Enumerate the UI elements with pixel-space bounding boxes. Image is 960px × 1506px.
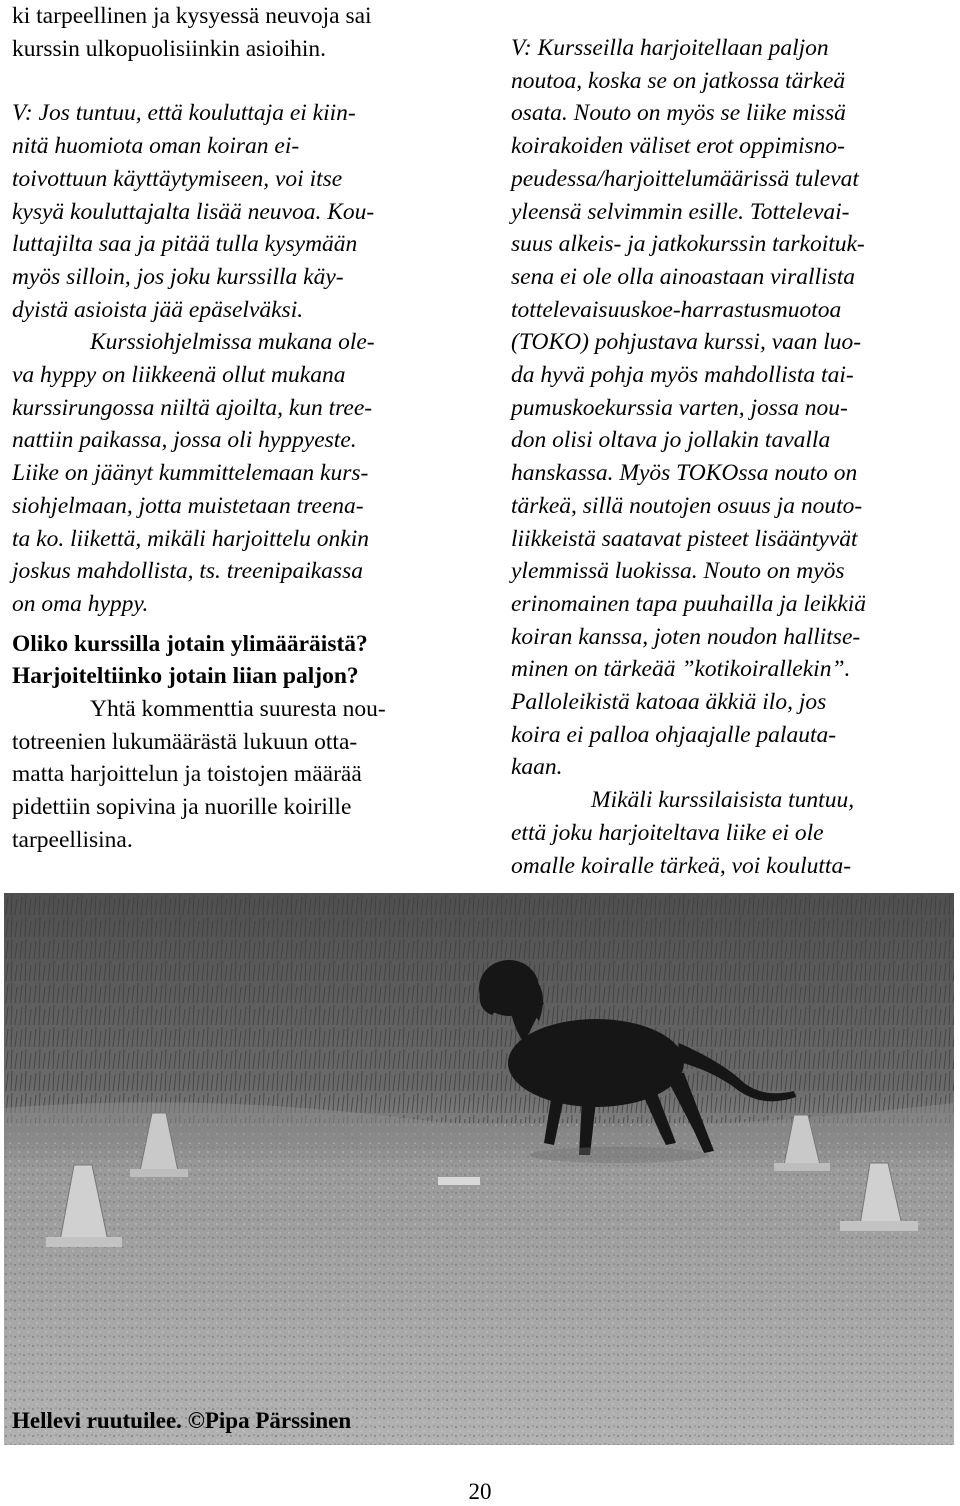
- text-line: matta harjoittelun ja toistojen määrää: [12, 761, 362, 788]
- text-line: da hyvä pohja myös mahdollista tai-: [511, 362, 854, 389]
- text-line: koira ei palloa ohjaajalle palauta-: [511, 721, 837, 748]
- text-line: (TOKO) pohjustava kurssi, vaan luo-: [511, 329, 862, 356]
- text-line: va hyppy on liikkeenä ollut mukana: [12, 362, 346, 389]
- text-line: tottelevaisuuskoe-harrastusmuotoa: [511, 296, 842, 323]
- text-line: tarpeellisina.: [12, 826, 133, 853]
- dog-photo-illustration: [4, 893, 954, 1445]
- answer-paragraph-2: [12, 326, 448, 620]
- text-line: erinomainen tapa puuhailla ja leikkiä: [511, 590, 867, 617]
- text-line: V: Jos tuntuu, että kouluttaja ei kiin-: [12, 100, 356, 127]
- text-line: totreenien lukumäärästä lukuun otta-: [12, 728, 358, 755]
- text-line: ki tarpeellinen ja kysyessä neuvoja sai: [12, 3, 372, 29]
- text-line: kaan.: [511, 754, 563, 781]
- text-line: noutoa, koska se on jatkossa tärkeä: [511, 67, 846, 94]
- text-line: tärkeä, sillä noutojen osuus ja nouto-: [511, 492, 863, 519]
- text-line: dyistä asioista jää epäselväksi.: [12, 296, 304, 323]
- question-line: Harjoiteltiinko jotain liian paljon?: [12, 663, 359, 690]
- text-line: ylemmissä luokissa. Nouto on myös: [511, 558, 845, 585]
- text-line: hanskassa. Myös TOKOssa nouto on: [511, 460, 858, 487]
- left-column: [12, 0, 448, 857]
- text-line: don olisi oltava jo jollakin tavalla: [511, 427, 831, 454]
- text-line: Palloleikistä katoaa äkkiä ilo, jos: [511, 689, 827, 716]
- question-heading: [12, 628, 448, 693]
- text-line: pidettiin sopivina ja nuorille koirille: [12, 794, 352, 821]
- text-line: koiran kanssa, joten noudon hallitse-: [511, 623, 861, 650]
- text-line: suus alkeis- ja jatkokurssin tarkoituk-: [511, 231, 865, 258]
- reply-paragraph: [12, 693, 448, 857]
- text-line: peudessa/harjoittelumäärissä tulevat: [511, 165, 859, 192]
- text-line: minen on tärkeää ”kotikoirallekin”.: [511, 656, 851, 683]
- text-line: ta ko. liikettä, mikäli harjoittelu onkin: [12, 525, 370, 552]
- text-line: siohjelmaan, jotta muistetaan treena-: [12, 492, 364, 519]
- text-line: Yhtä kommenttia suuresta nou-: [90, 696, 386, 723]
- answer-paragraph-3: [511, 32, 941, 784]
- text-line: joskus mahdollista, ts. treenipaikassa: [12, 558, 363, 585]
- photo-caption: Hellevi ruutuilee. ©Pipa Pärssinen: [12, 1408, 352, 1433]
- text-line: kurssin ulkopuolisiinkin asioihin.: [12, 35, 327, 62]
- intro-paragraph: [12, 0, 448, 65]
- text-line: yleensä selvimmin esille. Tottelevai-: [511, 198, 850, 225]
- page-number: 20: [468, 1479, 492, 1504]
- text-line: omalle koiralle tärkeä, voi koulutta-: [511, 852, 852, 879]
- text-line: luttajilta saa ja pitää tulla kysymään: [12, 231, 358, 258]
- right-column: [511, 0, 941, 882]
- text-line: kysyä kouluttajalta lisää neuvoa. Kou-: [12, 198, 375, 225]
- answer-paragraph-4: [511, 784, 941, 882]
- text-line: osata. Nouto on myös se liike missä: [511, 100, 846, 127]
- text-line: myös silloin, jos joku kurssilla käy-: [12, 263, 344, 290]
- text-line: sena ei ole olla ainoastaan virallista: [511, 263, 855, 290]
- text-line: Mikäli kurssilaisista tuntuu,: [591, 787, 855, 814]
- text-line: nitä huomiota oman koiran ei-: [12, 133, 300, 160]
- text-line: nattiin paikassa, jossa oli hyppyeste.: [12, 427, 357, 454]
- text-line: kurssirungossa niiltä ajoilta, kun tree-: [12, 394, 373, 421]
- text-line: Liike on jäänyt kummittelemaan kurs-: [12, 460, 369, 487]
- text-line: että joku harjoiteltava liike ei ole: [511, 819, 824, 846]
- text-line: pumuskoekurssia varten, jossa nou-: [511, 394, 848, 421]
- text-line: V: Kursseilla harjoitellaan paljon: [511, 35, 829, 61]
- text-line: Kurssiohjelmissa mukana ole-: [90, 329, 375, 356]
- dog-photo: [4, 893, 954, 1445]
- text-line: on oma hyppy.: [12, 590, 149, 617]
- answer-paragraph-1: [12, 97, 448, 326]
- marker-plate: [438, 1177, 480, 1185]
- text-line: toivottuun käyttäytymiseen, voi itse: [12, 165, 343, 192]
- text-line: koirakoiden väliset erot oppimisno-: [511, 133, 845, 160]
- text-line: liikkeistä saatavat pisteet lisääntyvät: [511, 525, 858, 552]
- question-line: Oliko kurssilla jotain ylimääräistä?: [12, 630, 368, 657]
